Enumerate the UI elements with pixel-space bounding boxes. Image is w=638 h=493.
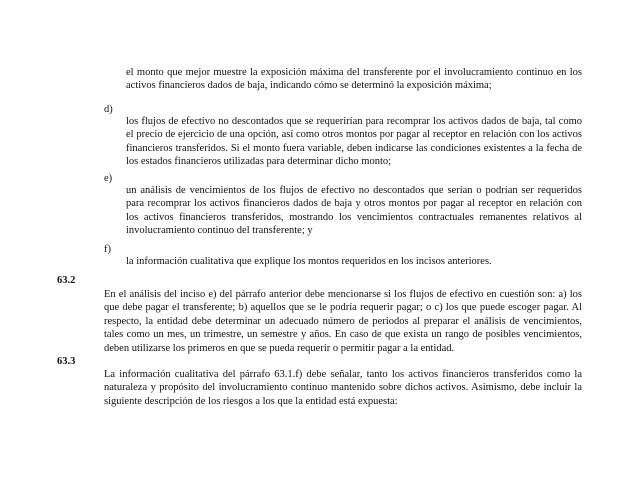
paragraph-63-2-text: En el análisis del inciso e) del párrafo anterior debe mencionarse si los flujos de efectivo en cuestión son: a) los que debe pagar el transferente; b) aquellos que se le podría requerir pagar; o c) los que puede escoger pagar. Al respecto, la entidad debe determinar un adecuado número de periodos al preparar el análisis de vencimientos, tales como un mes, un trimestre, un semestre y años. En caso de que exista un rango de posibles vencimientos, deben utilizarse los primeros en que se pueda requerir o permitir pagar a la entidad. — [104, 289, 582, 354]
item-c-continuation-text: el monto que mejor muestre la exposición máxima del transferente por el involucramiento continuo en los activos financieros dados de baja, indicando cómo se determinó la exposición máxima; — [126, 67, 582, 92]
item-d-text: los flujos de efectivo no descontados que se requerirían para recomprar los activos dados de baja, tal como el precio de ejercicio de una opción, así como otros montos por pagar al receptor en relación con los activos financieros transferidos. Si el monto fuera variable, deben indicarse las condiciones existentes a la fecha de los estados financieros utilizadas para determinar dicho monto; — [126, 116, 582, 168]
item-d-marker: d) — [104, 104, 113, 115]
item-f-marker: f) — [104, 244, 111, 255]
item-f-text: la información cualitativa que explique los montos requeridos en los incisos anteriores. — [126, 256, 492, 267]
paragraph-63-3-text: La información cualitativa del párrafo 63.1.f) debe señalar, tanto los activos financieros transferidos como la naturaleza y propósito del involucramiento continuo mantenido sobre dichos activos. Asimismo, debe incluir la siguiente descripción de los riesgos a los que la entidad está expuesta: — [104, 369, 582, 407]
paragraph-number-63-3: 63.3 — [57, 356, 76, 367]
item-e-marker: e) — [104, 173, 113, 184]
item-e-text: un análisis de vencimientos de los flujos de efectivo no descontados que serían o podrían ser requeridos para recomprar los activos financieros dados de baja y otros montos por pagar al receptor en relación con los activos financieros transferidos, mostrando los vencimientos contractuales remanentes relativos al involucramiento continuo del transferente; y — [126, 185, 582, 237]
paragraph-number-63-2: 63.2 — [57, 275, 76, 286]
